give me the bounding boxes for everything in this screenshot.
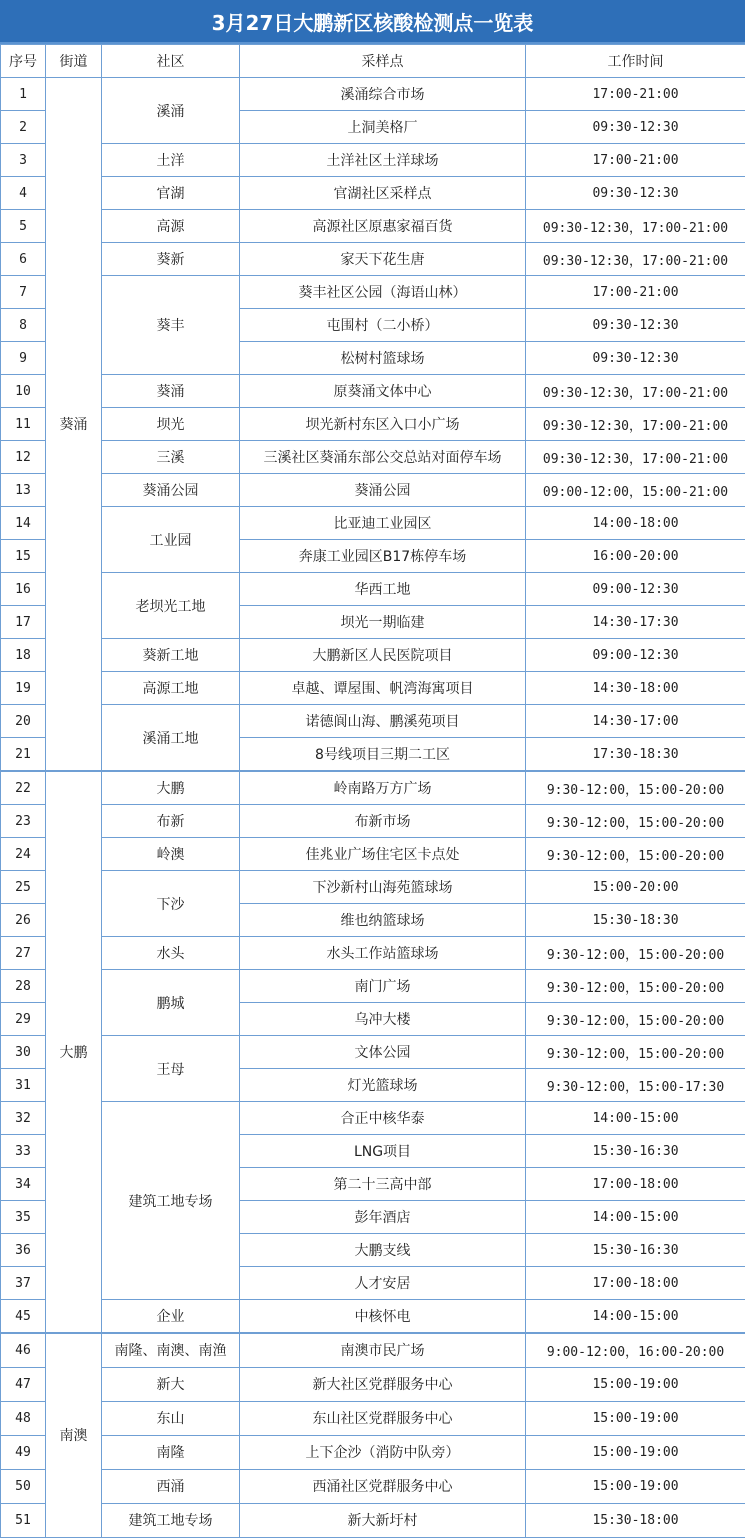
cell-time: 17:00-18:00	[526, 1267, 745, 1300]
cell-no: 21	[1, 738, 46, 772]
cell-site: 水头工作站篮球场	[240, 937, 526, 970]
testing-sites-table	[0, 44, 745, 1538]
cell-time: 15:00-19:00	[526, 1435, 745, 1469]
cell-time: 14:30-18:00	[526, 672, 745, 705]
cell-time: 9:30-12:00，15:00-20:00	[526, 838, 745, 871]
cell-time: 9:30-12:00，15:00-20:00	[526, 937, 745, 970]
cell-community: 葵新工地	[102, 639, 240, 672]
cell-site: 坝光一期临建	[240, 606, 526, 639]
cell-site: 坝光新村东区入口小广场	[240, 408, 526, 441]
table-row	[1, 672, 745, 705]
cell-no: 17	[1, 606, 46, 639]
cell-site: 土洋社区土洋球场	[240, 144, 526, 177]
cell-no: 9	[1, 342, 46, 375]
table-row	[1, 639, 745, 672]
cell-time: 09:30-12:30，17:00-21:00	[526, 441, 745, 474]
cell-no: 24	[1, 838, 46, 871]
cell-community: 南隆、南澳、南渔	[102, 1333, 240, 1367]
cell-time: 14:30-17:30	[526, 606, 745, 639]
cell-no: 35	[1, 1201, 46, 1234]
cell-no: 46	[1, 1333, 46, 1367]
cell-community: 葵丰	[102, 276, 240, 375]
table-row	[1, 210, 745, 243]
cell-community: 西涌	[102, 1469, 240, 1503]
cell-community: 葵涌公园	[102, 474, 240, 507]
table-row	[1, 1300, 745, 1334]
cell-community: 三溪	[102, 441, 240, 474]
table-row	[1, 838, 745, 871]
cell-time: 15:30-18:30	[526, 904, 745, 937]
cell-site: 家天下花生唐	[240, 243, 526, 276]
cell-no: 12	[1, 441, 46, 474]
cell-no: 19	[1, 672, 46, 705]
cell-site: 维也纳篮球场	[240, 904, 526, 937]
page-title: 3月27日大鹏新区核酸检测点一览表	[0, 0, 745, 44]
cell-no: 37	[1, 1267, 46, 1300]
cell-site: 溪涌综合市场	[240, 78, 526, 111]
cell-site: 合正中核华泰	[240, 1102, 526, 1135]
cell-time: 09:30-12:30，17:00-21:00	[526, 408, 745, 441]
cell-site: 葵涌公园	[240, 474, 526, 507]
cell-site: 南澳市民广场	[240, 1333, 526, 1367]
cell-time: 14:00-18:00	[526, 507, 745, 540]
cell-community: 新大	[102, 1367, 240, 1401]
cell-time: 9:30-12:00，15:00-20:00	[526, 1003, 745, 1036]
cell-time: 9:30-12:00，15:00-20:00	[526, 805, 745, 838]
cell-no: 11	[1, 408, 46, 441]
cell-time: 14:30-17:00	[526, 705, 745, 738]
cell-community: 企业	[102, 1300, 240, 1334]
cell-no: 14	[1, 507, 46, 540]
cell-site: 东山社区党群服务中心	[240, 1401, 526, 1435]
table-row	[1, 144, 745, 177]
cell-time: 15:00-19:00	[526, 1367, 745, 1401]
cell-community: 布新	[102, 805, 240, 838]
cell-community: 岭澳	[102, 838, 240, 871]
cell-time: 9:30-12:00，15:00-20:00	[526, 1036, 745, 1069]
cell-site: 诺德阆山海、鹏溪苑项目	[240, 705, 526, 738]
cell-time: 15:30-16:30	[526, 1135, 745, 1168]
cell-time: 14:00-15:00	[526, 1300, 745, 1334]
cell-time: 09:00-12:30	[526, 639, 745, 672]
cell-time: 17:00-21:00	[526, 276, 745, 309]
cell-no: 36	[1, 1234, 46, 1267]
cell-time: 14:00-15:00	[526, 1102, 745, 1135]
cell-no: 30	[1, 1036, 46, 1069]
table-row	[1, 1435, 745, 1469]
table-row	[1, 507, 745, 540]
cell-community: 高源工地	[102, 672, 240, 705]
table-row	[1, 1401, 745, 1435]
cell-site: LNG项目	[240, 1135, 526, 1168]
cell-community: 大鹏	[102, 771, 240, 805]
cell-time: 09:30-12:30	[526, 342, 745, 375]
cell-time: 09:30-12:30，17:00-21:00	[526, 210, 745, 243]
cell-no: 28	[1, 970, 46, 1003]
table-row	[1, 970, 745, 1003]
table-row	[1, 1036, 745, 1069]
cell-street: 南澳	[46, 1333, 102, 1537]
table-row	[1, 871, 745, 904]
cell-no: 6	[1, 243, 46, 276]
cell-no: 34	[1, 1168, 46, 1201]
cell-time: 14:00-15:00	[526, 1201, 745, 1234]
table-row	[1, 705, 745, 738]
cell-no: 13	[1, 474, 46, 507]
cell-time: 9:00-12:00，16:00-20:00	[526, 1333, 745, 1367]
cell-community: 土洋	[102, 144, 240, 177]
cell-time: 17:00-21:00	[526, 78, 745, 111]
table-row	[1, 1469, 745, 1503]
cell-time: 09:30-12:30，17:00-21:00	[526, 243, 745, 276]
cell-no: 23	[1, 805, 46, 838]
cell-no: 16	[1, 573, 46, 606]
table-row	[1, 1333, 745, 1367]
cell-no: 25	[1, 871, 46, 904]
cell-site: 大鹏新区人民医院项目	[240, 639, 526, 672]
cell-street: 葵涌	[46, 78, 102, 772]
cell-time: 17:00-21:00	[526, 144, 745, 177]
cell-site: 西涌社区党群服务中心	[240, 1469, 526, 1503]
table-body	[1, 78, 745, 1538]
table-row	[1, 937, 745, 970]
cell-community: 工业园	[102, 507, 240, 573]
cell-time: 17:30-18:30	[526, 738, 745, 772]
cell-site: 奔康工业园区B17栋停车场	[240, 540, 526, 573]
cell-site: 屯围村（二小桥）	[240, 309, 526, 342]
table-row	[1, 78, 745, 111]
cell-site: 灯光篮球场	[240, 1069, 526, 1102]
cell-time: 09:30-12:30	[526, 177, 745, 210]
cell-site: 佳兆业广场住宅区卡点处	[240, 838, 526, 871]
cell-no: 50	[1, 1469, 46, 1503]
cell-site: 官湖社区采样点	[240, 177, 526, 210]
cell-community: 老坝光工地	[102, 573, 240, 639]
cell-time: 15:00-19:00	[526, 1469, 745, 1503]
cell-no: 10	[1, 375, 46, 408]
cell-site: 新大社区党群服务中心	[240, 1367, 526, 1401]
cell-community: 东山	[102, 1401, 240, 1435]
table-row	[1, 243, 745, 276]
cell-time: 15:30-16:30	[526, 1234, 745, 1267]
cell-community: 溪涌	[102, 78, 240, 144]
cell-community: 下沙	[102, 871, 240, 937]
cell-time: 15:00-19:00	[526, 1401, 745, 1435]
header-community: 社区	[102, 45, 240, 78]
cell-time: 9:30-12:00，15:00-20:00	[526, 771, 745, 805]
cell-no: 8	[1, 309, 46, 342]
cell-no: 1	[1, 78, 46, 111]
cell-community: 高源	[102, 210, 240, 243]
cell-no: 4	[1, 177, 46, 210]
cell-site: 华西工地	[240, 573, 526, 606]
cell-no: 18	[1, 639, 46, 672]
table-row	[1, 573, 745, 606]
cell-community: 溪涌工地	[102, 705, 240, 772]
table-row	[1, 771, 745, 805]
cell-community: 坝光	[102, 408, 240, 441]
cell-site: 比亚迪工业园区	[240, 507, 526, 540]
cell-site: 松树村篮球场	[240, 342, 526, 375]
cell-site: 文体公园	[240, 1036, 526, 1069]
table-row	[1, 408, 745, 441]
cell-time: 16:00-20:00	[526, 540, 745, 573]
cell-community: 鹏城	[102, 970, 240, 1036]
cell-community: 王母	[102, 1036, 240, 1102]
cell-time: 09:00-12:30	[526, 573, 745, 606]
cell-site: 8号线项目三期二工区	[240, 738, 526, 772]
cell-site: 岭南路万方广场	[240, 771, 526, 805]
cell-no: 7	[1, 276, 46, 309]
header-no: 序号	[1, 45, 46, 78]
cell-no: 27	[1, 937, 46, 970]
cell-no: 45	[1, 1300, 46, 1334]
cell-site: 乌冲大楼	[240, 1003, 526, 1036]
cell-site: 上洞美格厂	[240, 111, 526, 144]
cell-site: 高源社区原惠家福百货	[240, 210, 526, 243]
header-time: 工作时间	[526, 45, 745, 78]
cell-time: 17:00-18:00	[526, 1168, 745, 1201]
cell-community: 官湖	[102, 177, 240, 210]
cell-community: 葵新	[102, 243, 240, 276]
cell-no: 3	[1, 144, 46, 177]
table-row	[1, 441, 745, 474]
cell-site: 南门广场	[240, 970, 526, 1003]
cell-no: 51	[1, 1503, 46, 1537]
cell-site: 下沙新村山海苑篮球场	[240, 871, 526, 904]
table-header-row	[1, 45, 745, 78]
cell-community: 水头	[102, 937, 240, 970]
cell-time: 09:30-12:30	[526, 309, 745, 342]
cell-time: 09:30-12:30	[526, 111, 745, 144]
cell-no: 15	[1, 540, 46, 573]
cell-site: 第二十三高中部	[240, 1168, 526, 1201]
cell-community: 建筑工地专场	[102, 1503, 240, 1537]
cell-site: 三溪社区葵涌东部公交总站对面停车场	[240, 441, 526, 474]
table-row	[1, 474, 745, 507]
cell-community: 南隆	[102, 1435, 240, 1469]
table-row	[1, 1503, 745, 1537]
cell-site: 新大新圩村	[240, 1503, 526, 1537]
cell-no: 49	[1, 1435, 46, 1469]
cell-community: 建筑工地专场	[102, 1102, 240, 1300]
cell-no: 48	[1, 1401, 46, 1435]
cell-community: 葵涌	[102, 375, 240, 408]
cell-street: 大鹏	[46, 771, 102, 1333]
cell-no: 26	[1, 904, 46, 937]
cell-time: 9:30-12:00，15:00-17:30	[526, 1069, 745, 1102]
table-row	[1, 1367, 745, 1401]
cell-no: 47	[1, 1367, 46, 1401]
table-row	[1, 177, 745, 210]
cell-site: 上下企沙（消防中队旁）	[240, 1435, 526, 1469]
cell-site: 人才安居	[240, 1267, 526, 1300]
cell-time: 09:30-12:30，17:00-21:00	[526, 375, 745, 408]
cell-site: 布新市场	[240, 805, 526, 838]
cell-no: 33	[1, 1135, 46, 1168]
table-row	[1, 375, 745, 408]
cell-site: 卓越、谭屋围、帆湾海寓项目	[240, 672, 526, 705]
cell-time: 15:00-20:00	[526, 871, 745, 904]
cell-site: 葵丰社区公园（海语山林）	[240, 276, 526, 309]
header-street: 街道	[46, 45, 102, 78]
cell-site: 中核怀电	[240, 1300, 526, 1334]
cell-no: 2	[1, 111, 46, 144]
table-row	[1, 1102, 745, 1135]
table-row	[1, 276, 745, 309]
cell-site: 彭年酒店	[240, 1201, 526, 1234]
cell-no: 22	[1, 771, 46, 805]
cell-no: 31	[1, 1069, 46, 1102]
cell-no: 29	[1, 1003, 46, 1036]
table-row	[1, 805, 745, 838]
header-site: 采样点	[240, 45, 526, 78]
cell-site: 大鹏支线	[240, 1234, 526, 1267]
cell-site: 原葵涌文体中心	[240, 375, 526, 408]
cell-time: 9:30-12:00，15:00-20:00	[526, 970, 745, 1003]
cell-no: 32	[1, 1102, 46, 1135]
cell-time: 15:30-18:00	[526, 1503, 745, 1537]
cell-no: 20	[1, 705, 46, 738]
cell-time: 09:00-12:00，15:00-21:00	[526, 474, 745, 507]
cell-no: 5	[1, 210, 46, 243]
